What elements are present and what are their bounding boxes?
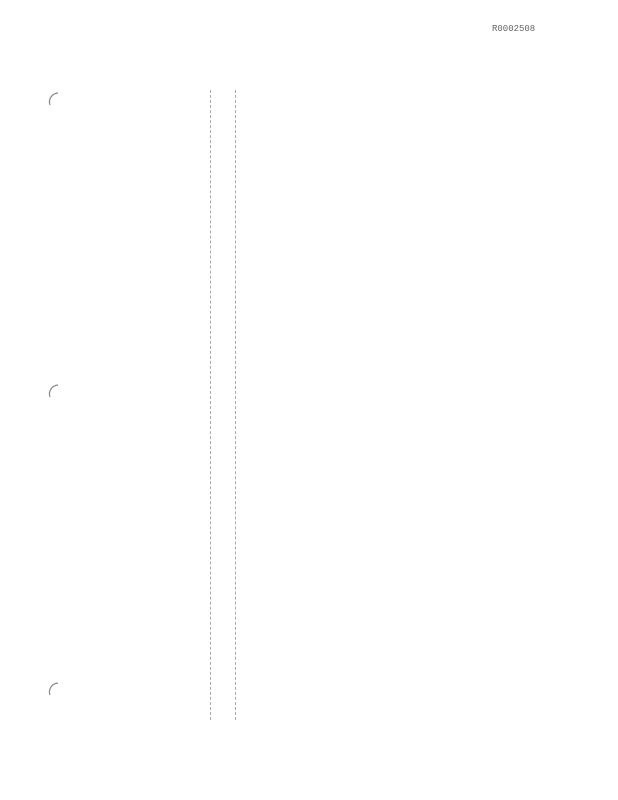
rotated-document [30, 90, 590, 720]
table-header-row [211, 90, 236, 720]
page-id: R0002508 [492, 24, 536, 34]
data-table [210, 90, 236, 720]
